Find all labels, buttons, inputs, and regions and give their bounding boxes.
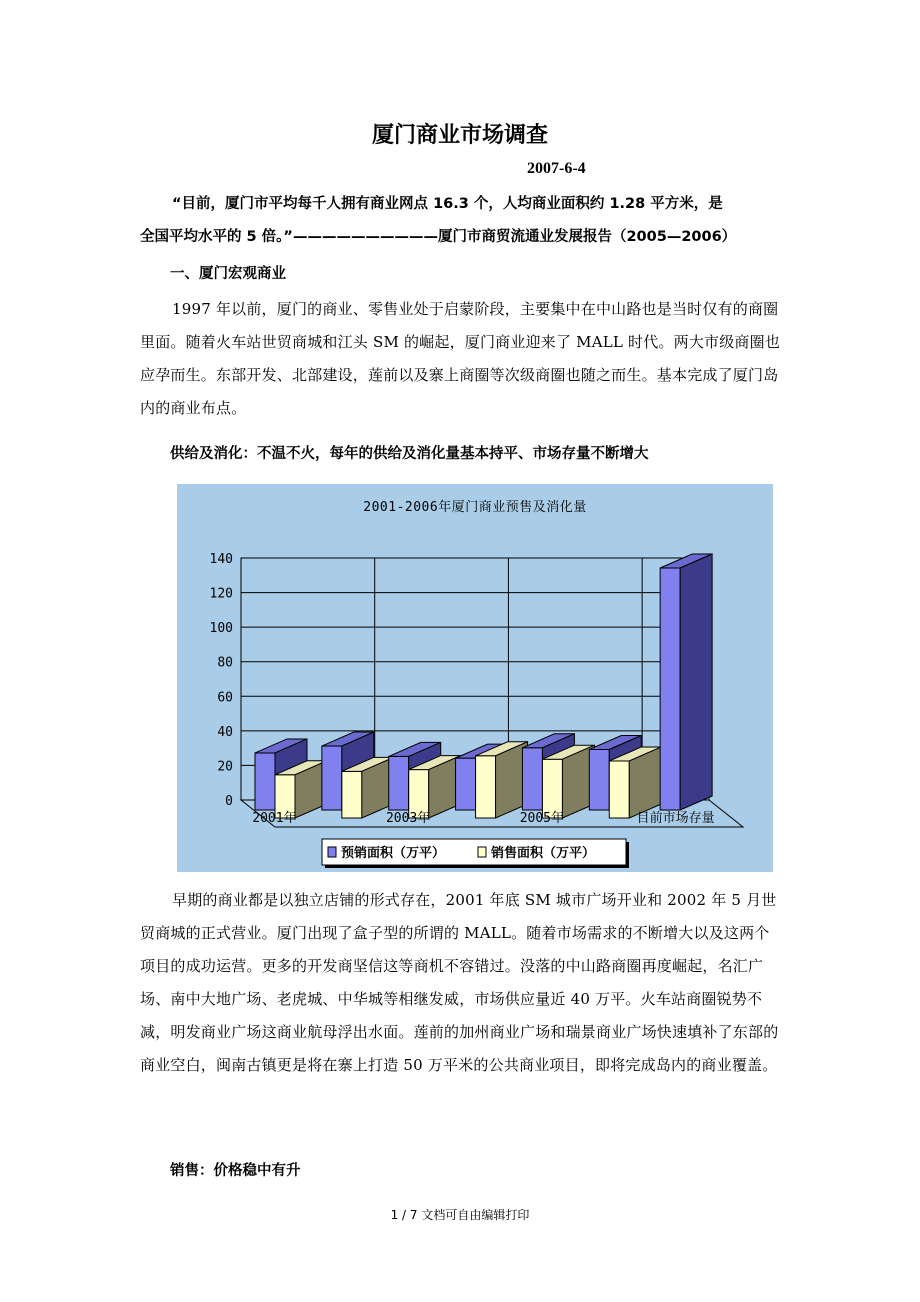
bar-front xyxy=(609,761,629,818)
x-tick-label: 目前市场存量 xyxy=(636,811,715,826)
legend-label: 预销面积（万平） xyxy=(341,846,446,861)
heading-sales: 销售：价格稳中有升 xyxy=(170,1163,301,1179)
paragraph-macro-commerce: 1997 年以前，厦门的商业、零售业处于启蒙阶段，主要集中在中山路也是当时仅有的商圈里面。随着火车站世贸商城和江头 SM 的崛起，厦门商业迎来了 MALL 时代。两大市级商圈也应孕而生。东部开发、北部建设，莲前以及寨上商圈等次级商圈也随之而生。基本完成了厦门岛内的商业布点。 xyxy=(140,300,781,417)
legend-label: 销售面积（万平） xyxy=(491,846,596,861)
bar-front xyxy=(322,746,342,810)
bar-side xyxy=(680,554,712,810)
y-tick-label: 40 xyxy=(217,724,233,740)
x-tick-label: 2005年 xyxy=(519,811,565,826)
y-tick-label: 120 xyxy=(209,586,233,602)
bar-front xyxy=(255,753,275,810)
heading-supply-absorption: 供给及消化：不温不火，每年的供给及消化量基本持平、市场存量不断增大 xyxy=(170,446,649,462)
paragraph-early-commerce: 早期的商业都是以独立店铺的形式存在，2001 年底 SM 城市广场开业和 2002 年 5 月世贸商城的正式营业。厦门出现了盒子型的所谓的 MALL。随着市场需求的不断增大以及这两个项目的成功运营。更多的开发商坚信这等商机不容错过。没落的中山路商圈再度崛起，名汇广场、南中大地广场、老虎城、中华城等相继发威，市场供应量近 40 万平。火车站商圈锐势不减，明发商业广场这商业航母浮出水面。莲前的加州商业广场和瑞景商业广场快速填补了东部的商业空白，闽南古镇更是将在寨上打造 50 万平米的公共商业项目，即将完成岛内的商业覆盖。 xyxy=(140,891,779,1074)
bar-front xyxy=(342,771,362,818)
quote xyxy=(140,188,790,254)
legend-swatch xyxy=(328,847,336,857)
bar-front xyxy=(589,750,609,811)
y-tick-label: 140 xyxy=(209,552,233,567)
y-tick-label: 80 xyxy=(217,655,233,671)
report-date: 2007-6-4 xyxy=(527,160,586,177)
bar-front xyxy=(660,568,680,810)
quote-line-1: “目前，厦门市平均每千人拥有商业网点 16.3 个，人均商业面积约 1.28 平方米，是 xyxy=(172,196,723,212)
bar-front xyxy=(522,748,542,810)
bar-chart xyxy=(177,484,773,872)
y-tick-label: 60 xyxy=(217,690,233,706)
legend-swatch xyxy=(478,847,486,857)
x-tick-label: 2001年 xyxy=(252,811,297,826)
chart-title: 2001-2006年厦门商业预售及消化量 xyxy=(363,500,587,515)
y-tick-label: 0 xyxy=(225,794,233,809)
y-tick-label: 100 xyxy=(209,621,233,637)
y-tick-label: 20 xyxy=(217,759,233,775)
heading-macro-commerce: 一、厦门宏观商业 xyxy=(170,266,286,282)
bar-front xyxy=(542,759,562,818)
bar-front xyxy=(456,758,476,810)
page-footer: 1 / 7 文档可自由编辑打印 xyxy=(390,1208,530,1222)
x-tick-label: 2003年 xyxy=(385,811,431,826)
bar-front xyxy=(476,756,496,818)
bar-front xyxy=(389,756,409,810)
quote-line-2: 全国平均水平的 5 倍。”——————————厦门市商贸流通业发展报告（2005—2006） xyxy=(140,229,737,245)
page-title: 厦门商业市场调查 xyxy=(371,123,548,148)
